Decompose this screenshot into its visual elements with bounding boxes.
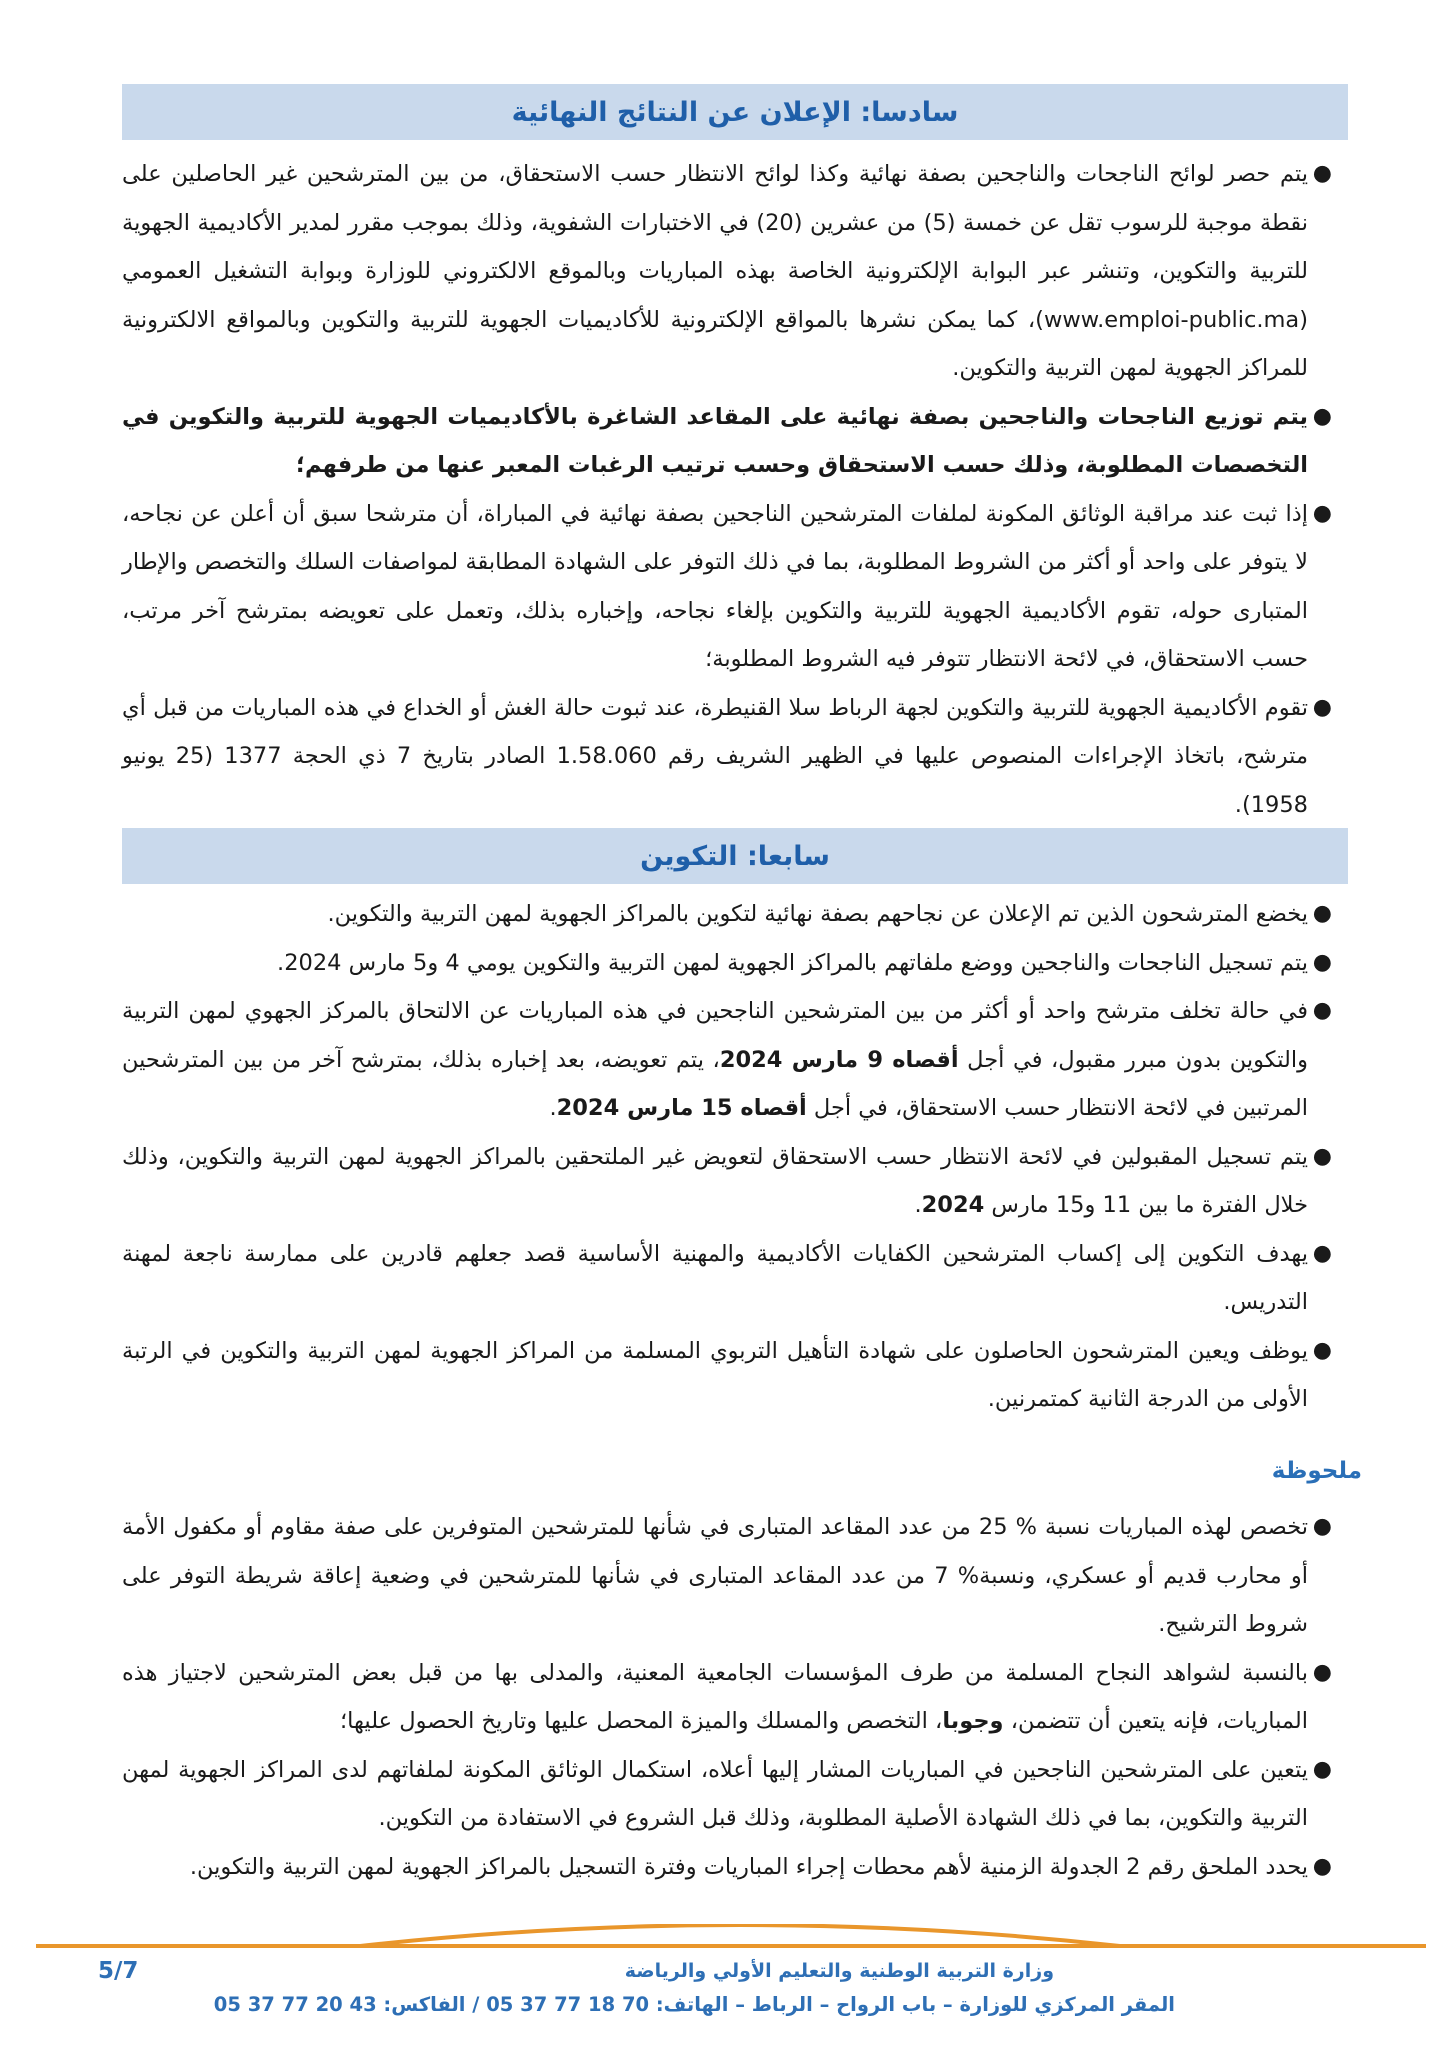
section7-item: ● يخضع المترشحون الذين تم الإعلان عن نجاحهم بصفة نهائية لتكوين بالمراكز الجهوية لمهن التربية والتكوين. bbox=[122, 890, 1334, 939]
bullet-icon: ● bbox=[1312, 949, 1332, 975]
footer-divider bbox=[36, 1944, 1426, 1948]
note-label: ملحوظة bbox=[1271, 1458, 1362, 1484]
bullet-icon: ● bbox=[1312, 1240, 1332, 1266]
section6-item: ● تقوم الأكاديمية الجهوية للتربية والتكوين لجهة الرباط سلا القنيطرة، عند ثبوت حالة الغش أو الخداع في هذه المباريات من قبل أي مترشح، باتخاذ الإجراءات المنصوص عليها في الظهير الشريف رقم 1.58.060 الصادر بتاريخ 7 ذي الحجة 1377 (25 يونيو 1958). bbox=[122, 684, 1334, 830]
section6-item: ● يتم حصر لوائح الناجحات والناجحين بصفة نهائية وكذا لوائح الانتظار حسب الاستحقاق، من بين المترشحين غير الحاصلين على نقطة موجبة للرسوب تقل عن خمسة (5) من عشرين (20) في الاختبارات الشفوية، وذلك بموجب مقرر لمدير الأكاديمية الجهوية للتربية والتكوين، وتنشر عبر البوابة الإلكترونية الخاصة بهذه المباريات وبالموقع الالكتروني للوزارة وبوابة التشغيل العمومي (www.emploi-public.ma)، كما يمكن نشرها بالمواقع الإلكترونية للأكاديميات الجهوية للتربية والتكوين وبالمواقع الالكترونية للمراكز الجهوية لمهن التربية والتكوين. bbox=[122, 150, 1334, 393]
section7-header bbox=[122, 828, 1348, 884]
note-item: ● بالنسبة لشواهد النجاح المسلمة من طرف المؤسسات الجامعية المعنية، والمدلى بها من قبل بعض المترشحين لاجتياز هذه المباريات، فإنه يتعين أن تتضمن، وجوبا، التخصص والمسلك والميزة المحصل عليها وتاريخ الحصول عليها؛ bbox=[122, 1649, 1334, 1746]
bullet-icon: ● bbox=[1312, 1853, 1332, 1879]
bullet-icon: ● bbox=[1312, 998, 1332, 1023]
footer-ministry: وزارة التربية الوطنية والتعليم الأولي والرياضة bbox=[624, 1960, 1054, 1982]
section6-title: سادسا: الإعلان عن النتائج النهائية bbox=[511, 96, 959, 128]
footer-address: المقر المركزي للوزارة – باب الرواح – الرباط – الهاتف: 70 18 77 37 05 / الفاكس: 43 20 77 37 05 bbox=[213, 1993, 1175, 2016]
section7-item: ● يوظف ويعين المترشحون الحاصلون على شهادة التأهيل التربوي المسلمة من المراكز الجهوية لمهن التربية والتكوين في الرتبة الأولى من الدرجة الثانية كمتمرنين. bbox=[122, 1327, 1334, 1424]
section7-item: ● يتم تسجيل المقبولين في لائحة الانتظار حسب الاستحقاق لتعويض غير الملتحقين بالمراكز الجهوية لمهن التربية والتكوين، وذلك خلال الفترة ما بين 11 و15 مارس 2024. bbox=[122, 1133, 1334, 1230]
section7-list bbox=[122, 890, 1334, 1424]
bullet-icon: ● bbox=[1312, 161, 1332, 186]
section6-item: ● يتم توزيع الناجحات والناجحين بصفة نهائية على المقاعد الشاغرة بالأكاديميات الجهوية للتربية والتكوين في التخصصات المطلوبة، وذلك حسب الاستحقاق وحسب ترتيب الرغبات المعبر عنها من طرفهم؛ bbox=[122, 393, 1334, 490]
note-item: ● تخصص لهذه المباريات نسبة % 25 من عدد المقاعد المتبارى في شأنها للمترشحين المتوفرين على صفة مقاوم أو مكفول الأمة أو محارب قديم أو عسكري، ونسبة% 7 من عدد المقاعد المتبارى في شأنها للمترشحين في وضعية إعاقة شريطة التوفر على شروط الترشيح. bbox=[122, 1503, 1334, 1649]
bullet-icon: ● bbox=[1312, 403, 1332, 429]
bullet-icon: ● bbox=[1312, 500, 1332, 526]
note-item: ● يتعين على المترشحين الناجحين في المباريات المشار إليها أعلاه، استكمال الوثائق المكونة لملفاتهم لدى المراكز الجهوية لمهن التربية والتكوين، بما في ذلك الشهادة الأصلية المطلوبة، وذلك قبل الشروع في الاستفادة من التكوين. bbox=[122, 1746, 1334, 1843]
bullet-icon: ● bbox=[1312, 694, 1332, 720]
bullet-icon: ● bbox=[1312, 1756, 1332, 1782]
bullet-icon: ● bbox=[1312, 1659, 1332, 1685]
note-list bbox=[122, 1503, 1334, 1891]
note-item: ● يحدد الملحق رقم 2 الجدولة الزمنية لأهم محطات إجراء المباريات وفترة التسجيل بالمراكز الجهوية لمهن التربية والتكوين. bbox=[122, 1843, 1334, 1892]
page-number: 5/7 bbox=[98, 1958, 139, 1984]
section6-header bbox=[122, 84, 1348, 140]
section7-item: ● يتم تسجيل الناجحات والناجحين ووضع ملفاتهم بالمراكز الجهوية لمهن التربية والتكوين يومي 4 و5 مارس 2024. bbox=[122, 939, 1334, 988]
section6-item: ● إذا ثبت عند مراقبة الوثائق المكونة لملفات المترشحين الناجحين بصفة نهائية في المباراة، أن مترشحا سبق أن أعلن عن نجاحه، لا يتوفر على واحد أو أكثر من الشروط المطلوبة، بما في ذلك التوفر على الشهادة المطابقة لمواصفات السلك والتخصص والإطار المتبارى حوله، تقوم الأكاديمية الجهوية للتربية والتكوين بإلغاء نجاحه، وإخباره بذلك، وتعمل على تعويضه بمترشح آخر مرتب، حسب الاستحقاق، في لائحة الانتظار تتوفر فيه الشروط المطلوبة؛ bbox=[122, 490, 1334, 684]
section7-item: ● في حالة تخلف مترشح واحد أو أكثر من بين المترشحين الناجحين في هذه المباريات عن الالتحاق بالمركز الجهوي لمهن التربية والتكوين بدون مبرر مقبول، في أجل أقصاه 9 مارس 2024، يتم تعويضه، بعد إخباره بذلك، بمترشح آخر من بين المترشحين المرتبين في لائحة الانتظار حسب الاستحقاق، في أجل أقصاه 15 مارس 2024. bbox=[122, 987, 1334, 1133]
section7-title: سابعا: التكوين bbox=[640, 840, 830, 872]
section6-list bbox=[122, 150, 1334, 829]
bullet-icon: ● bbox=[1312, 901, 1332, 926]
section7-item: ● يهدف التكوين إلى إكساب المترشحين الكفايات الأكاديمية والمهنية الأساسية قصد جعلهم قادرين على ممارسة ناجعة لمهنة التدريس. bbox=[122, 1230, 1334, 1327]
bullet-icon: ● bbox=[1312, 1337, 1332, 1363]
bullet-icon: ● bbox=[1312, 1143, 1332, 1169]
bullet-icon: ● bbox=[1312, 1514, 1332, 1539]
